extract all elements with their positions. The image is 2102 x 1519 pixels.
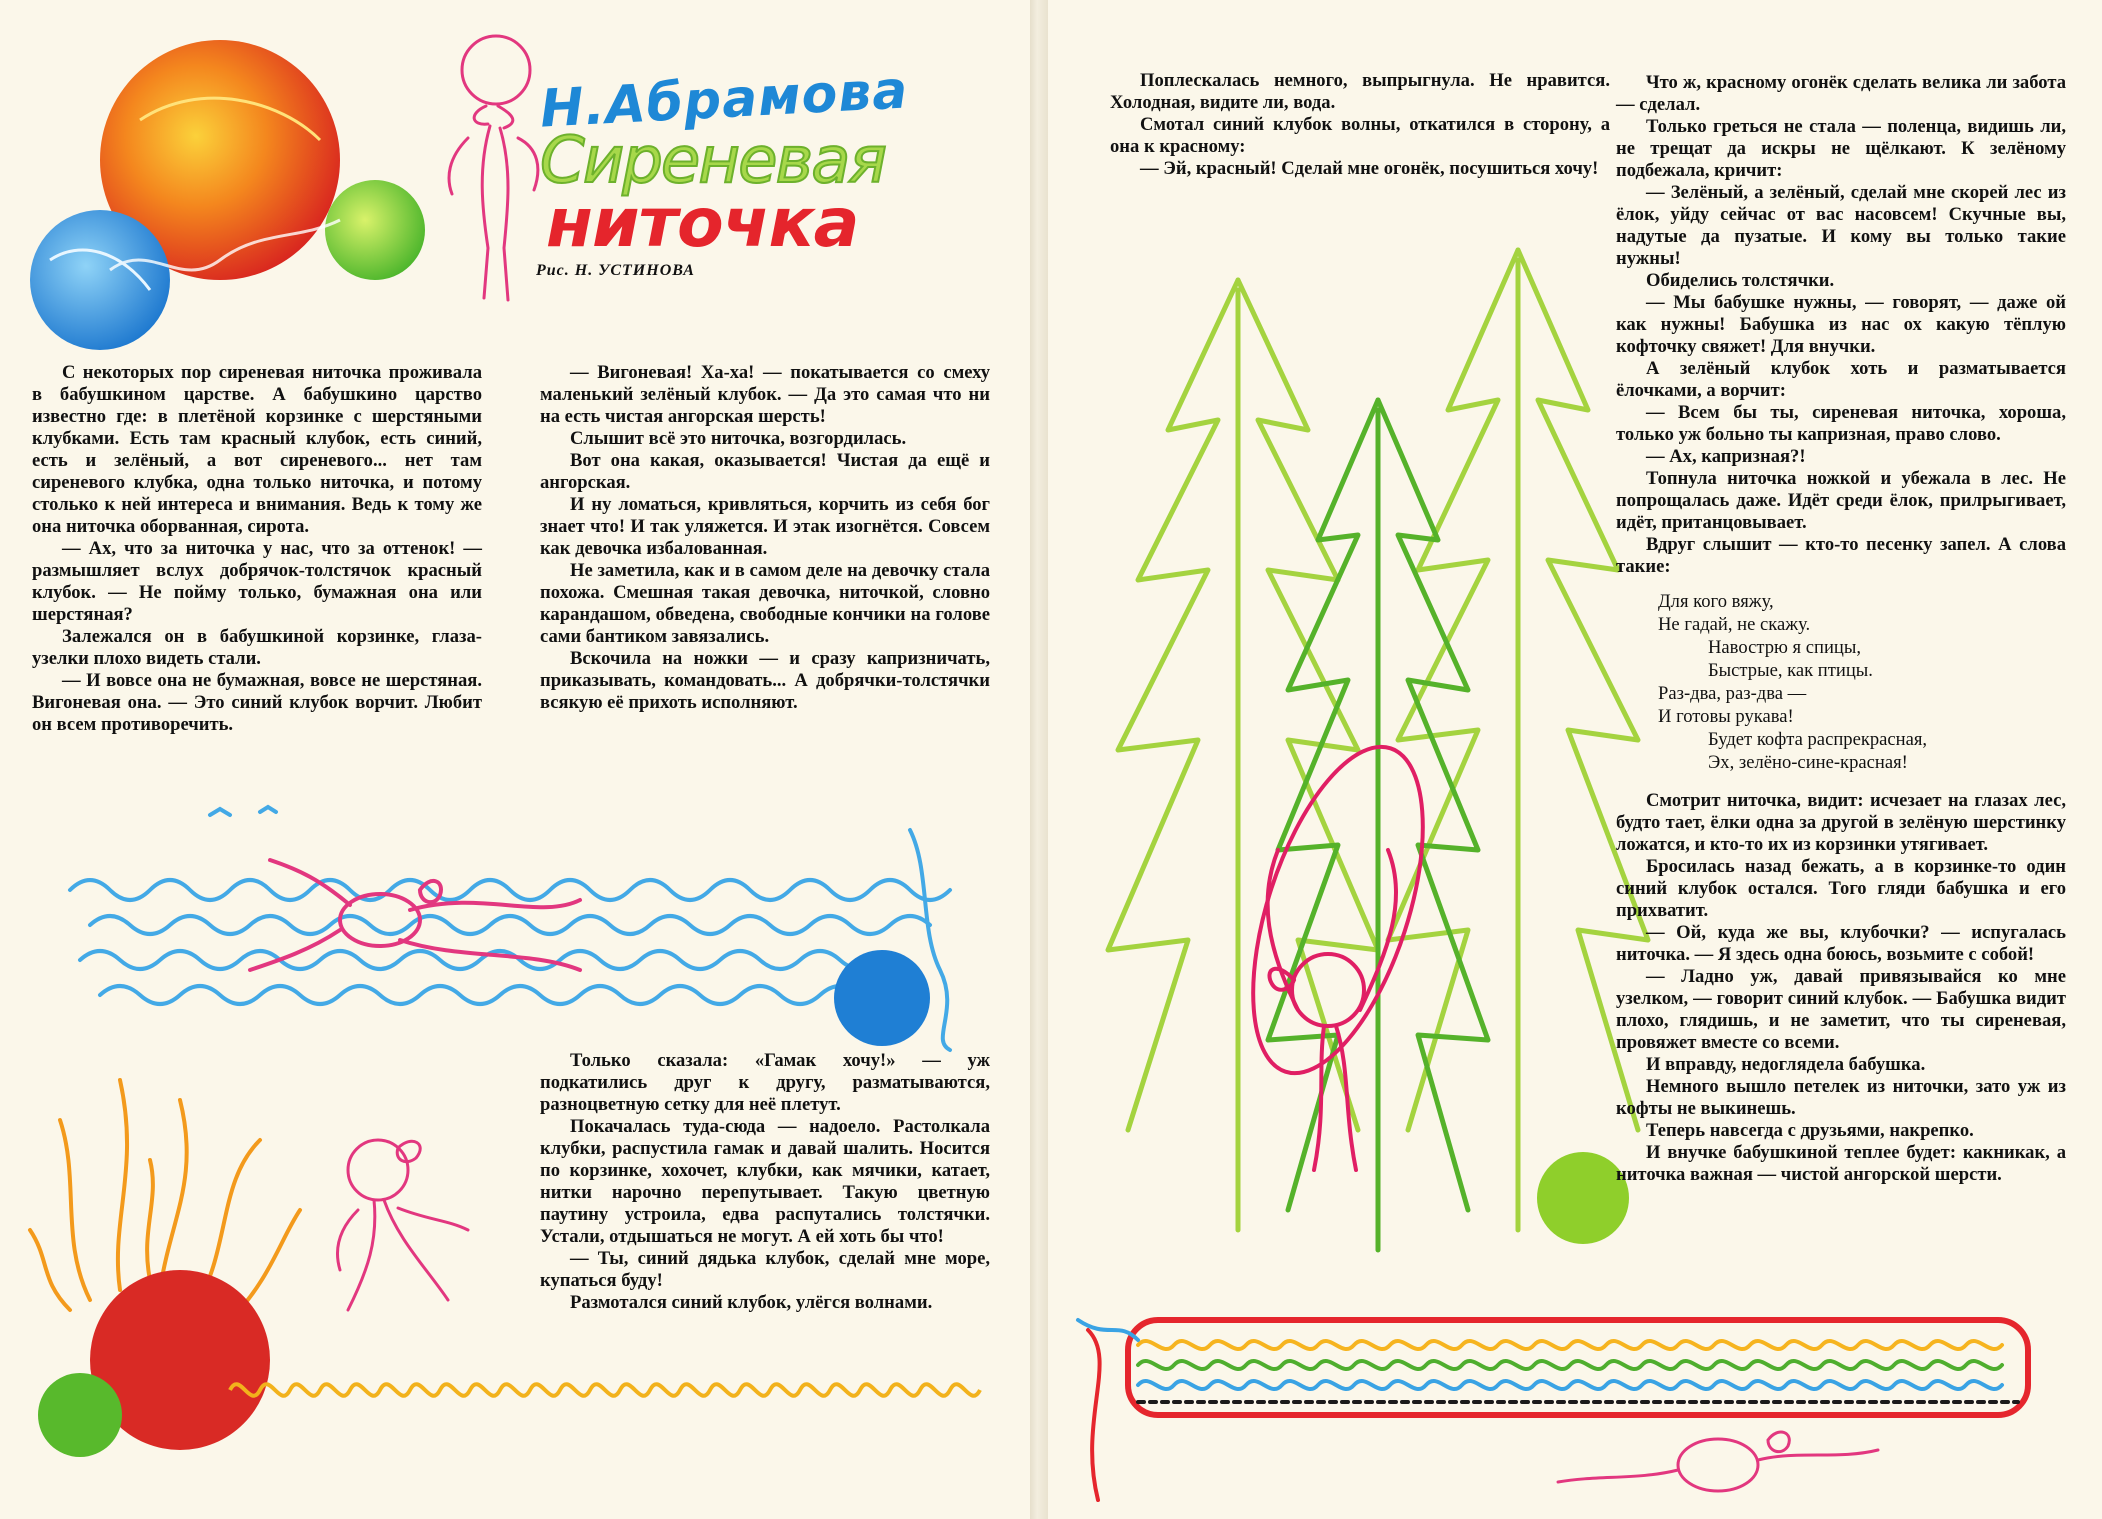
paragraph: Обиделись толстячки. (1646, 270, 1835, 291)
paragraph: Только сказала: «Гамак хочу!» — уж подкатились друг к другу, разматываются, разноцветную сетку для неё плетут. (540, 1050, 990, 1115)
poem-line: Не гадай, не скажу. (1658, 614, 1811, 635)
paragraph: — Ах, капризная?! (1646, 446, 1806, 467)
loop-thread-icon (230, 1360, 1010, 1410)
title-block (538, 60, 910, 263)
blue-yarn-ball (834, 950, 930, 1046)
story-title-line2: ниточка (546, 184, 859, 263)
poem-line: Для кого вяжу, (1658, 591, 1774, 612)
paragraph: Смотал синий клубок волны, откатился в сторону, а она к красному: (1110, 114, 1610, 157)
paragraph: Смотрит ниточка, видит: исчезает на глазах лес, будто тает, ёлки одна за другой в зелёную шерстинку ложатся, и кто-то их из корзинки утягивает. (1616, 790, 2066, 855)
paragraph: А зелёный клубок хоть и разматывается ёлочками, а ворчит: (1616, 358, 2066, 401)
yarn-balls-icon (20, 40, 440, 360)
song-poem (1616, 590, 2066, 774)
poem-line: Эх, зелёно-сине-красная! (1708, 752, 1908, 773)
thread-girl-icon (438, 18, 548, 318)
paragraph: Слышит всё это ниточка, возгордилась. (570, 428, 907, 449)
paragraph: Немного вышло петелек из ниточки, зато уж из кофты не выкинешь. (1616, 1076, 2066, 1119)
green-yarn-ball (38, 1373, 122, 1457)
paragraph: Вдруг слышит — кто-то песенку запел. А слова такие: (1616, 534, 2066, 577)
paragraph: Теперь навсегда с друзьями, накрепко. (1646, 1120, 1974, 1141)
text-column-left-2 (540, 362, 990, 714)
paragraph: — Мы бабушке нужны, — говорят, — даже ой как нужны! Бабушка из нас ох какую тёплую кофточку свяжет! Для внучки. (1616, 292, 2066, 357)
poem-line: Раз-два, раз-два — (1658, 683, 1807, 704)
author-name: Н.Абрамова (538, 60, 910, 140)
poem-line: Навострю я спицы, (1708, 637, 1861, 658)
paragraph: И внучке бабушкиной теплее будет: какникак, а ниточка важная — чистой ангорской шерсти. (1616, 1142, 2066, 1185)
paragraph: — Эй, красный! Сделай мне огонёк, посушиться хочу! (1140, 158, 1599, 179)
blue-yarn-ball (30, 210, 170, 350)
paragraph: И ну ломаться, кривляться, корчить из себя бог знает что! И так уляжется. И этак изогнётся. Совсем как девочка избалованная. (540, 494, 990, 559)
paragraph: Поплескалась немного, выпрыгнула. Не нравится. Холодная, видите ли, вода. (1110, 70, 1610, 113)
paragraph: Залежался он в бабушкиной корзинке, глаза-узелки плохо видеть стали. (32, 626, 482, 669)
paragraph: — Ладно уж, давай привязывайся ко мне узелком, — говорит синий клубок. — Бабушка видит плохо, глядишь, и не заметит, что ты сиреневая, провяжет вместе со всеми. (1616, 966, 2066, 1053)
story-title-line1: Сиреневая (540, 124, 885, 198)
paragraph: — Всем бы ты, сиреневая ниточка, хороша, только уж больно ты капризная, право слово. (1616, 402, 2066, 445)
paragraph: Только греться не стала — поленца, видишь ли, не трещат да искры не щёлкают. К зелёному подбежала, кричит: (1616, 116, 2066, 181)
poem-line: Быстрые, как птицы. (1708, 660, 1873, 681)
paragraph: Не заметила, как и в самом деле на девочку стала похожа. Смешная такая девочка, ниточкой, словно карандашом, обведена, свободные кончики на голове сами бантиком завязались. (540, 560, 990, 647)
forest-icon (1088, 250, 1668, 1310)
paragraph: — Ах, что за ниточка у нас, что за оттенок! — размышляет вслух добрячок-толстячок красный клубок. — Не пойму только, бумажная она или шерстяная? (32, 538, 482, 625)
paragraph: Вскочила на ножки — и сразу капризничать, приказывать, командовать... А добрячки-толстячки всякую её прихоть исполняют. (540, 648, 990, 713)
paragraph: И вправду, недоглядела бабушка. (1646, 1054, 1926, 1075)
paragraph: — Зелёный, а зелёный, сделай мне скорей лес из ёлок, уйду сейчас от вас насовсем! Скучные вы, надутые да пузатые. И кому вы только такие нужны! (1616, 182, 2066, 269)
text-column-left-1 (32, 362, 482, 736)
paragraph: Вот она какая, оказывается! Чистая да ещё и ангорская. (540, 450, 990, 493)
paragraph: — Ой, куда же вы, клубочки? — испугалась ниточка. — Я здесь одна боюсь, возьмите с собой! (1616, 922, 2066, 965)
right-page (1048, 0, 2102, 1519)
text-column-right-2 (1616, 72, 2066, 1186)
waves-icon (60, 810, 980, 1050)
poem-line: И готовы рукава! (1658, 706, 1794, 727)
paragraph: Бросилась назад бежать, а в корзинке-то один синий клубок остался. Того гляди бабушка и его прихватит. (1616, 856, 2066, 921)
green-yarn-ball (325, 180, 425, 280)
illustrator-credit: Рис. Н. УСТИНОВА (536, 262, 695, 279)
paragraph: — Вигоневая! Ха-ха! — покатывается со смеху маленький зелёный клубок. — Да это самая что ни на есть чистая ангорская шерсть! (540, 362, 990, 427)
paragraph: — Ты, синий дядька клубок, сделай мне море, купаться буду! (540, 1248, 990, 1291)
left-page (0, 0, 1030, 1519)
paragraph: — И вовсе она не бумажная, вовсе не шерстяная. Вигоневая она. — Это синий клубок ворчит. Любит он всем противоречить. (32, 670, 482, 735)
paragraph: Размотался синий клубок, улёгся волнами. (570, 1292, 933, 1313)
paragraph: Покачалась туда-сюда — надоело. Растолкала клубки, распустила гамак и давай шалить. Носится по корзинке, хохочет, клубки, как мячики, катает, нитки нарочно перепутывает. Такую цветную паутину устроила, едва распутались толстячки. Устали, отдышаться не могут. А ей хоть бы что! (540, 1116, 990, 1247)
paragraph: Что ж, красному огонёк сделать велика ли забота — сделал. (1616, 72, 2066, 115)
paragraph: Топнула ниточка ножкой и убежала в лес. Не попрощалась даже. Идёт среди ёлок, прилрыгивает, идёт, пританцовывает. (1616, 468, 2066, 533)
knitted-scarf-icon (1078, 1300, 2058, 1510)
poem-line: Будет кофта распрекрасная, (1708, 729, 1928, 750)
text-column-left-3 (540, 1050, 990, 1314)
paragraph: С некоторых пор сиреневая ниточка проживала в бабушкином царстве. А бабушкино царство известно где: в плетёной корзинке с шерстяными клубками. Есть там красный клубок, есть синий, есть и зелёный, а вот сиреневого... нет там сиреневого клубка, одна только ниточка, и потому столько к ней интереса и внимания. Ведь к тому же она ниточка оборванная, сирота. (32, 362, 482, 537)
page-gutter (1030, 0, 1048, 1519)
text-column-right-1 (1110, 70, 1610, 180)
thread-girl-icon (318, 1120, 478, 1340)
